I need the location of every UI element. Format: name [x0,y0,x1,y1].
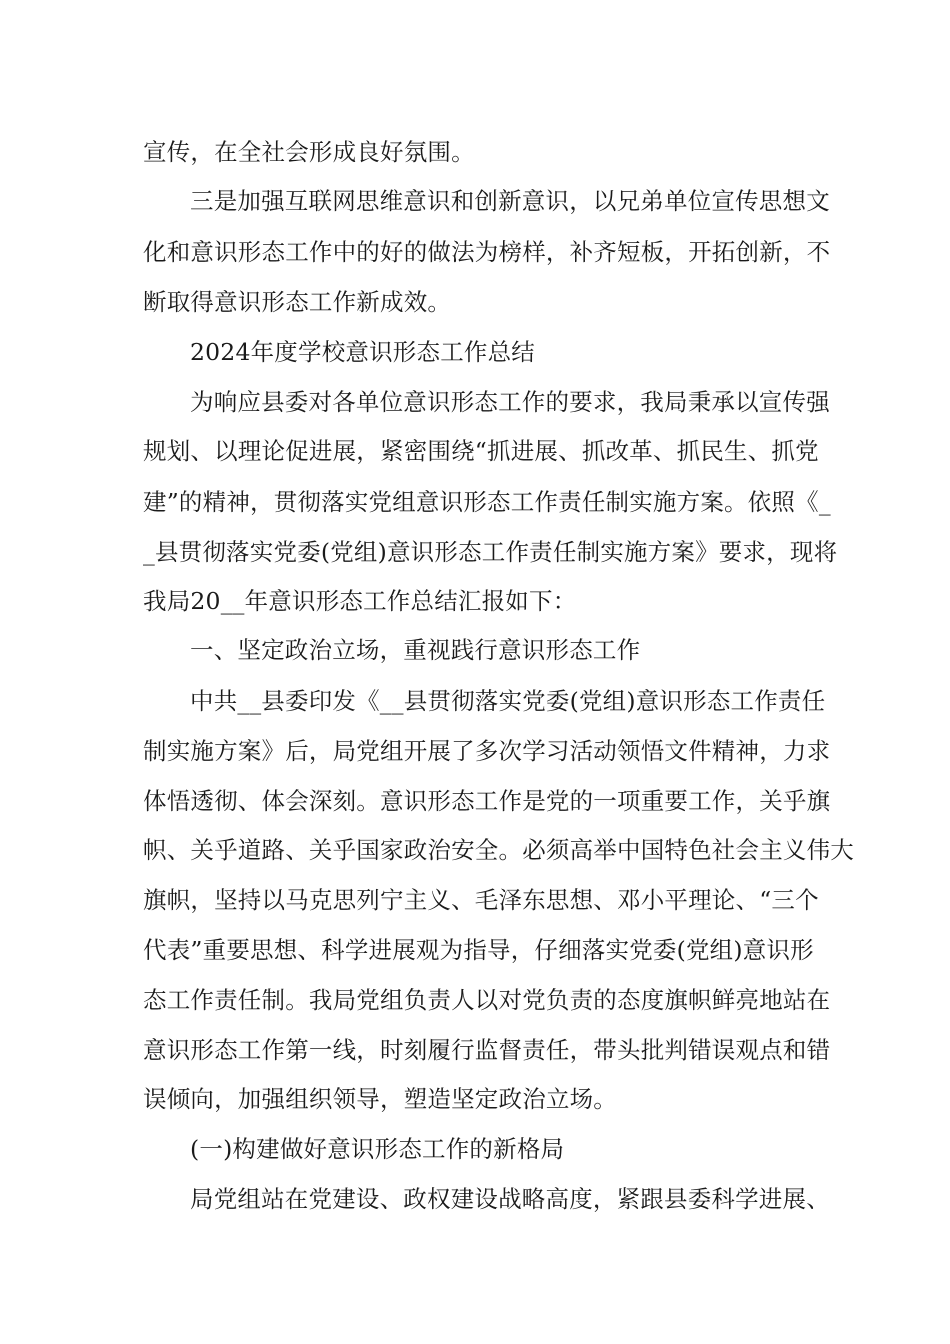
text-line: 意识形态工作第一线，时刻履行监督责任，带头批判错误观点和错 [143,1036,831,1064]
section-title: 2024年度学校意识形态工作总结 [190,338,536,366]
text-line: 旗帜，坚持以马克思列宁主义、毛泽东思想、邓小平理论、“三个 [143,886,819,914]
text-line: 制实施方案》后，局党组开展了多次学习活动领悟文件精神，力求 [143,737,831,765]
text-line: 我局20__年意识形态工作总结汇报如下： [143,587,577,615]
text-line: 帜、关乎道路、关乎国家政治安全。必须高举中国特色社会主义伟大 [143,836,854,864]
text-line: _县贯彻落实党委(党组)意识形态工作责任制实施方案》要求，现将 [143,538,838,566]
text-line: 断取得意识形态工作新成效。 [143,288,452,316]
text-line: 体悟透彻、体会深刻。意识形态工作是党的一项重要工作，关乎旗 [143,787,831,815]
heading-one: 一、坚定政治立场，重视践行意识形态工作 [190,636,641,664]
text-line: 中共__县委印发《__县贯彻落实党委(党组)意识形态工作责任 [190,687,826,715]
text-line: 宣传，在全社会形成良好氛围。 [143,138,475,166]
text-line: 化和意识形态工作中的好的做法为榜样，补齐短板，开拓创新，不 [143,238,831,266]
text-line: 规划、以理论促进展，紧密围绕“抓进展、抓改革、抓民生、抓党 [143,437,819,465]
text-line: 建”的精神，贯彻落实党组意识形态工作责任制实施方案。依照《_ [143,488,831,516]
text-line: 态工作责任制。我局党组负责人以对党负责的态度旗帜鲜亮地站在 [143,986,831,1014]
text-line: 三是加强互联网思维意识和创新意识，以兄弟单位宣传思想文 [190,187,830,215]
subheading: (一)构建做好意识形态工作的新格局 [190,1135,565,1163]
text-line: 局党组站在党建设、政权建设战略高度，紧跟县委科学进展、 [190,1185,830,1213]
text-line: 为响应县委对各单位意识形态工作的要求，我局秉承以宣传强 [190,388,830,416]
text-line: 代表”重要思想、科学进展观为指导，仔细落实党委(党组)意识形 [143,936,814,964]
text-line: 误倾向，加强组织领导，塑造坚定政治立场。 [143,1085,617,1113]
